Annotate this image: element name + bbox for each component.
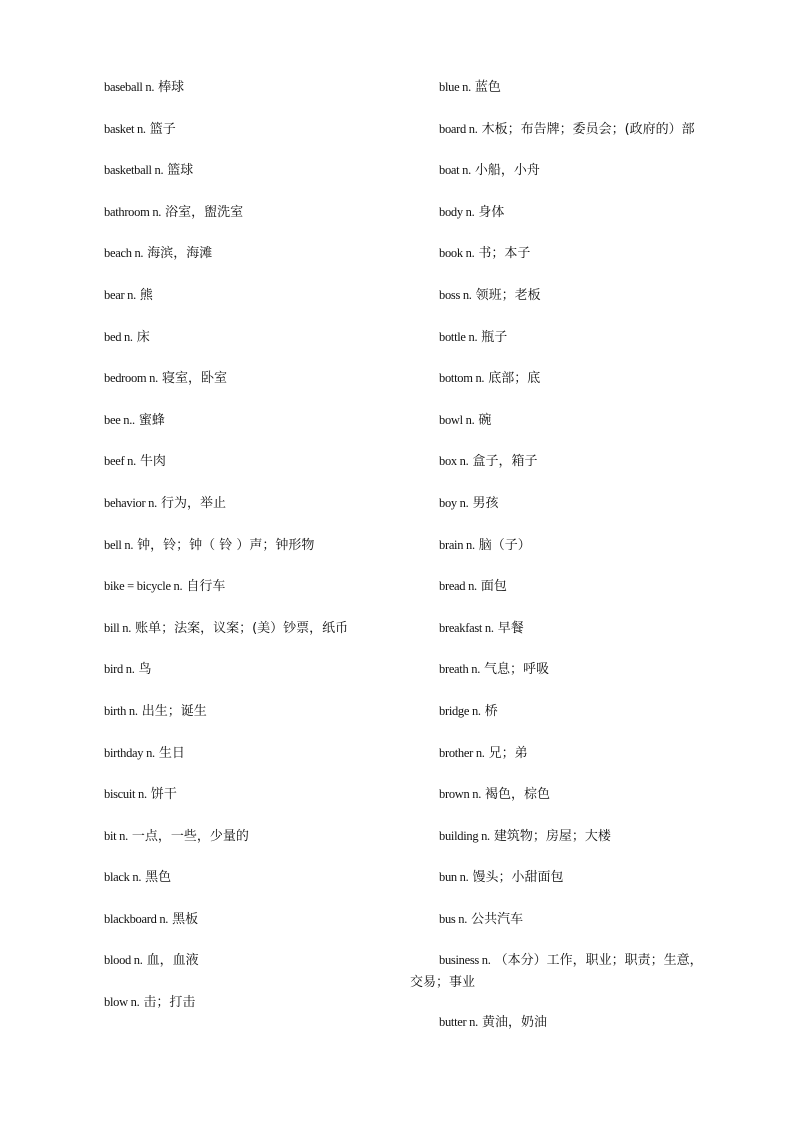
vocab-word: bit n. xyxy=(104,828,128,843)
vocab-definition: 蓝色 xyxy=(474,80,501,95)
vocab-column-right xyxy=(410,76,749,1053)
vocab-entry xyxy=(104,409,404,451)
vocab-definition: 身体 xyxy=(478,204,505,220)
vocab-entry xyxy=(439,534,749,576)
vocab-word: blackboard n. xyxy=(104,911,169,926)
vocab-entry xyxy=(439,742,749,784)
vocab-word: boat n. xyxy=(439,163,471,178)
vocab-definition: 鸟 xyxy=(138,662,152,678)
vocab-definition: 建筑物；房屋；大楼 xyxy=(493,828,611,844)
vocab-word: board n. xyxy=(439,121,478,136)
vocab-entry xyxy=(439,1011,749,1053)
vocab-definition: 黑色 xyxy=(145,870,172,886)
vocab-word: blue n. xyxy=(439,80,471,94)
vocab-definition: 木板；布告牌；委员会；(政府的）部 xyxy=(481,121,695,137)
vocab-definition: 底部；底 xyxy=(488,371,541,387)
vocab-word: brother n. xyxy=(439,745,485,760)
vocab-entry xyxy=(104,76,404,118)
vocab-word: bun n. xyxy=(439,870,469,885)
vocab-word: baseball n. xyxy=(104,80,155,94)
vocab-entry xyxy=(104,617,404,659)
vocab-word: body n. xyxy=(439,204,475,219)
vocab-word: blood n. xyxy=(104,953,143,968)
vocab-entry xyxy=(104,825,404,867)
vocab-entry xyxy=(439,450,749,492)
vocab-entry xyxy=(439,118,749,160)
vocab-definition: 血，血液 xyxy=(146,953,199,969)
vocab-definition: 瓶子 xyxy=(481,329,508,345)
vocab-entry xyxy=(439,492,749,534)
vocab-definition: 面包 xyxy=(480,579,507,595)
vocab-definition: 自行车 xyxy=(186,579,226,595)
vocab-entry xyxy=(439,242,749,284)
vocab-word: bird n. xyxy=(104,662,135,677)
vocab-entry xyxy=(104,201,404,243)
vocab-entry xyxy=(104,367,404,409)
vocab-definition: 馒头；小甜面包 xyxy=(472,870,564,886)
vocab-definition: 饼干 xyxy=(150,787,177,803)
vocab-entry xyxy=(104,159,404,201)
vocab-entry xyxy=(439,866,749,908)
vocab-entry xyxy=(439,159,749,201)
vocab-definition: 熊 xyxy=(139,287,153,303)
vocab-entry xyxy=(104,658,404,700)
vocab-definition: 棒球 xyxy=(158,80,185,95)
vocab-definition: 兄；弟 xyxy=(488,745,528,761)
vocab-definition: 书；本子 xyxy=(478,246,531,262)
vocab-definition: 击；打击 xyxy=(143,995,196,1011)
vocab-word: box n. xyxy=(439,454,469,469)
vocab-word: business n. xyxy=(439,953,491,968)
vocab-definition: 男孩 xyxy=(472,495,499,511)
vocab-definition: 浴室，盥洗室 xyxy=(165,204,244,220)
vocab-word: bike = bicycle n. xyxy=(104,579,183,594)
vocab-entry xyxy=(410,949,749,1011)
vocab-word: boss n. xyxy=(439,287,472,302)
vocab-definition: 桥 xyxy=(484,703,498,719)
vocab-definition: 出生；诞生 xyxy=(141,703,207,719)
vocab-word: brain n. xyxy=(439,537,475,552)
vocab-word: boy n. xyxy=(439,495,469,510)
vocab-definition: 钟，铃；钟（ 铃 ）声；钟形物 xyxy=(137,537,315,553)
vocab-word: behavior n. xyxy=(104,495,157,510)
vocab-entry xyxy=(104,742,404,784)
vocab-definition: 黄油，奶油 xyxy=(481,1015,547,1031)
vocab-entry xyxy=(439,201,749,243)
vocab-entry xyxy=(104,908,404,950)
vocab-word: basket n. xyxy=(104,121,146,136)
vocab-definition: 小船，小舟 xyxy=(474,163,540,179)
vocab-definition: 海滨，海滩 xyxy=(147,246,213,262)
vocab-definition: 篮球 xyxy=(167,163,194,179)
vocab-definition: 篮子 xyxy=(149,121,176,137)
vocab-word: butter n. xyxy=(439,1015,478,1030)
vocab-word: black n. xyxy=(104,870,142,885)
vocab-definition: 黑板 xyxy=(172,911,199,927)
vocab-entry xyxy=(439,617,749,659)
vocab-word: bear n. xyxy=(104,287,136,302)
vocab-definition: 床 xyxy=(136,329,150,345)
vocab-definition: 公共汽车 xyxy=(471,911,524,927)
vocab-definition: 脑（子） xyxy=(478,537,531,553)
vocab-word: bed n. xyxy=(104,329,133,344)
vocab-word: breath n. xyxy=(439,662,481,677)
vocab-entry xyxy=(104,118,404,160)
vocab-entry xyxy=(439,367,749,409)
vocab-word: bell n. xyxy=(104,537,134,552)
vocab-entry xyxy=(104,242,404,284)
vocab-definition: 牛肉 xyxy=(139,454,166,470)
vocab-word: basketball n. xyxy=(104,163,164,178)
vocab-word: bathroom n. xyxy=(104,204,162,219)
vocab-word: birth n. xyxy=(104,703,138,718)
vocab-word: bottle n. xyxy=(439,329,478,344)
vocab-entry xyxy=(104,492,404,534)
vocab-word: brown n. xyxy=(439,787,482,802)
vocab-entry xyxy=(104,326,404,368)
vocab-entry xyxy=(439,783,749,825)
vocab-entry xyxy=(439,700,749,742)
vocab-word: bread n. xyxy=(439,579,477,594)
vocab-entry xyxy=(104,575,404,617)
vocab-word: building n. xyxy=(439,828,490,843)
vocab-word: bus n. xyxy=(439,911,468,926)
vocab-word: birthday n. xyxy=(104,745,155,760)
vocab-word: bedroom n. xyxy=(104,371,158,386)
vocab-definition: 一点，一些，少量的 xyxy=(131,828,249,844)
vocab-definition: 生日 xyxy=(158,745,185,761)
vocab-entry xyxy=(439,76,749,118)
vocab-entry xyxy=(104,991,404,1033)
vocab-word: breakfast n. xyxy=(439,620,494,635)
vocab-definition: 褐色，棕色 xyxy=(485,787,551,803)
vocab-word: beef n. xyxy=(104,454,136,469)
vocab-definition: 账单；法案，议案；(美）钞票，纸币 xyxy=(135,620,349,636)
vocab-entry xyxy=(104,700,404,742)
vocab-word: blow n. xyxy=(104,995,140,1010)
vocab-definition: 碗 xyxy=(478,412,492,428)
vocab-entry xyxy=(104,783,404,825)
vocab-definition: 行为，举止 xyxy=(160,495,226,511)
vocab-word: bowl n. xyxy=(439,412,475,427)
vocab-entry xyxy=(104,534,404,576)
vocab-word: beach n. xyxy=(104,246,144,261)
vocab-word: bottom n. xyxy=(439,371,485,386)
vocab-word: biscuit n. xyxy=(104,787,147,802)
vocab-definition: 寝室，卧室 xyxy=(161,371,227,387)
vocab-entry xyxy=(439,908,749,950)
vocab-entry xyxy=(439,825,749,867)
vocab-entry xyxy=(104,866,404,908)
vocab-column-left xyxy=(104,76,404,1033)
vocab-entry xyxy=(104,284,404,326)
vocab-entry xyxy=(439,575,749,617)
vocab-word: bill n. xyxy=(104,620,132,635)
vocab-entry xyxy=(104,949,404,991)
vocab-definition: 气息；呼吸 xyxy=(484,662,550,678)
vocab-entry xyxy=(439,658,749,700)
vocab-definition: 盒子，箱子 xyxy=(472,454,538,470)
vocab-entry xyxy=(439,326,749,368)
vocab-entry xyxy=(104,450,404,492)
vocab-definition: 蜜蜂 xyxy=(138,412,165,428)
vocab-word: bee n.. xyxy=(104,412,135,427)
vocab-entry xyxy=(439,409,749,451)
vocab-definition: 领班；老板 xyxy=(475,287,541,303)
vocab-word: book n. xyxy=(439,246,475,261)
vocab-definition: （本分）工作，职业；职责；生意， xyxy=(494,953,703,969)
vocab-definition-continued: 交易；事业 xyxy=(410,975,476,991)
vocab-definition: 早餐 xyxy=(497,620,524,636)
vocab-word: bridge n. xyxy=(439,703,481,718)
vocab-entry xyxy=(439,284,749,326)
